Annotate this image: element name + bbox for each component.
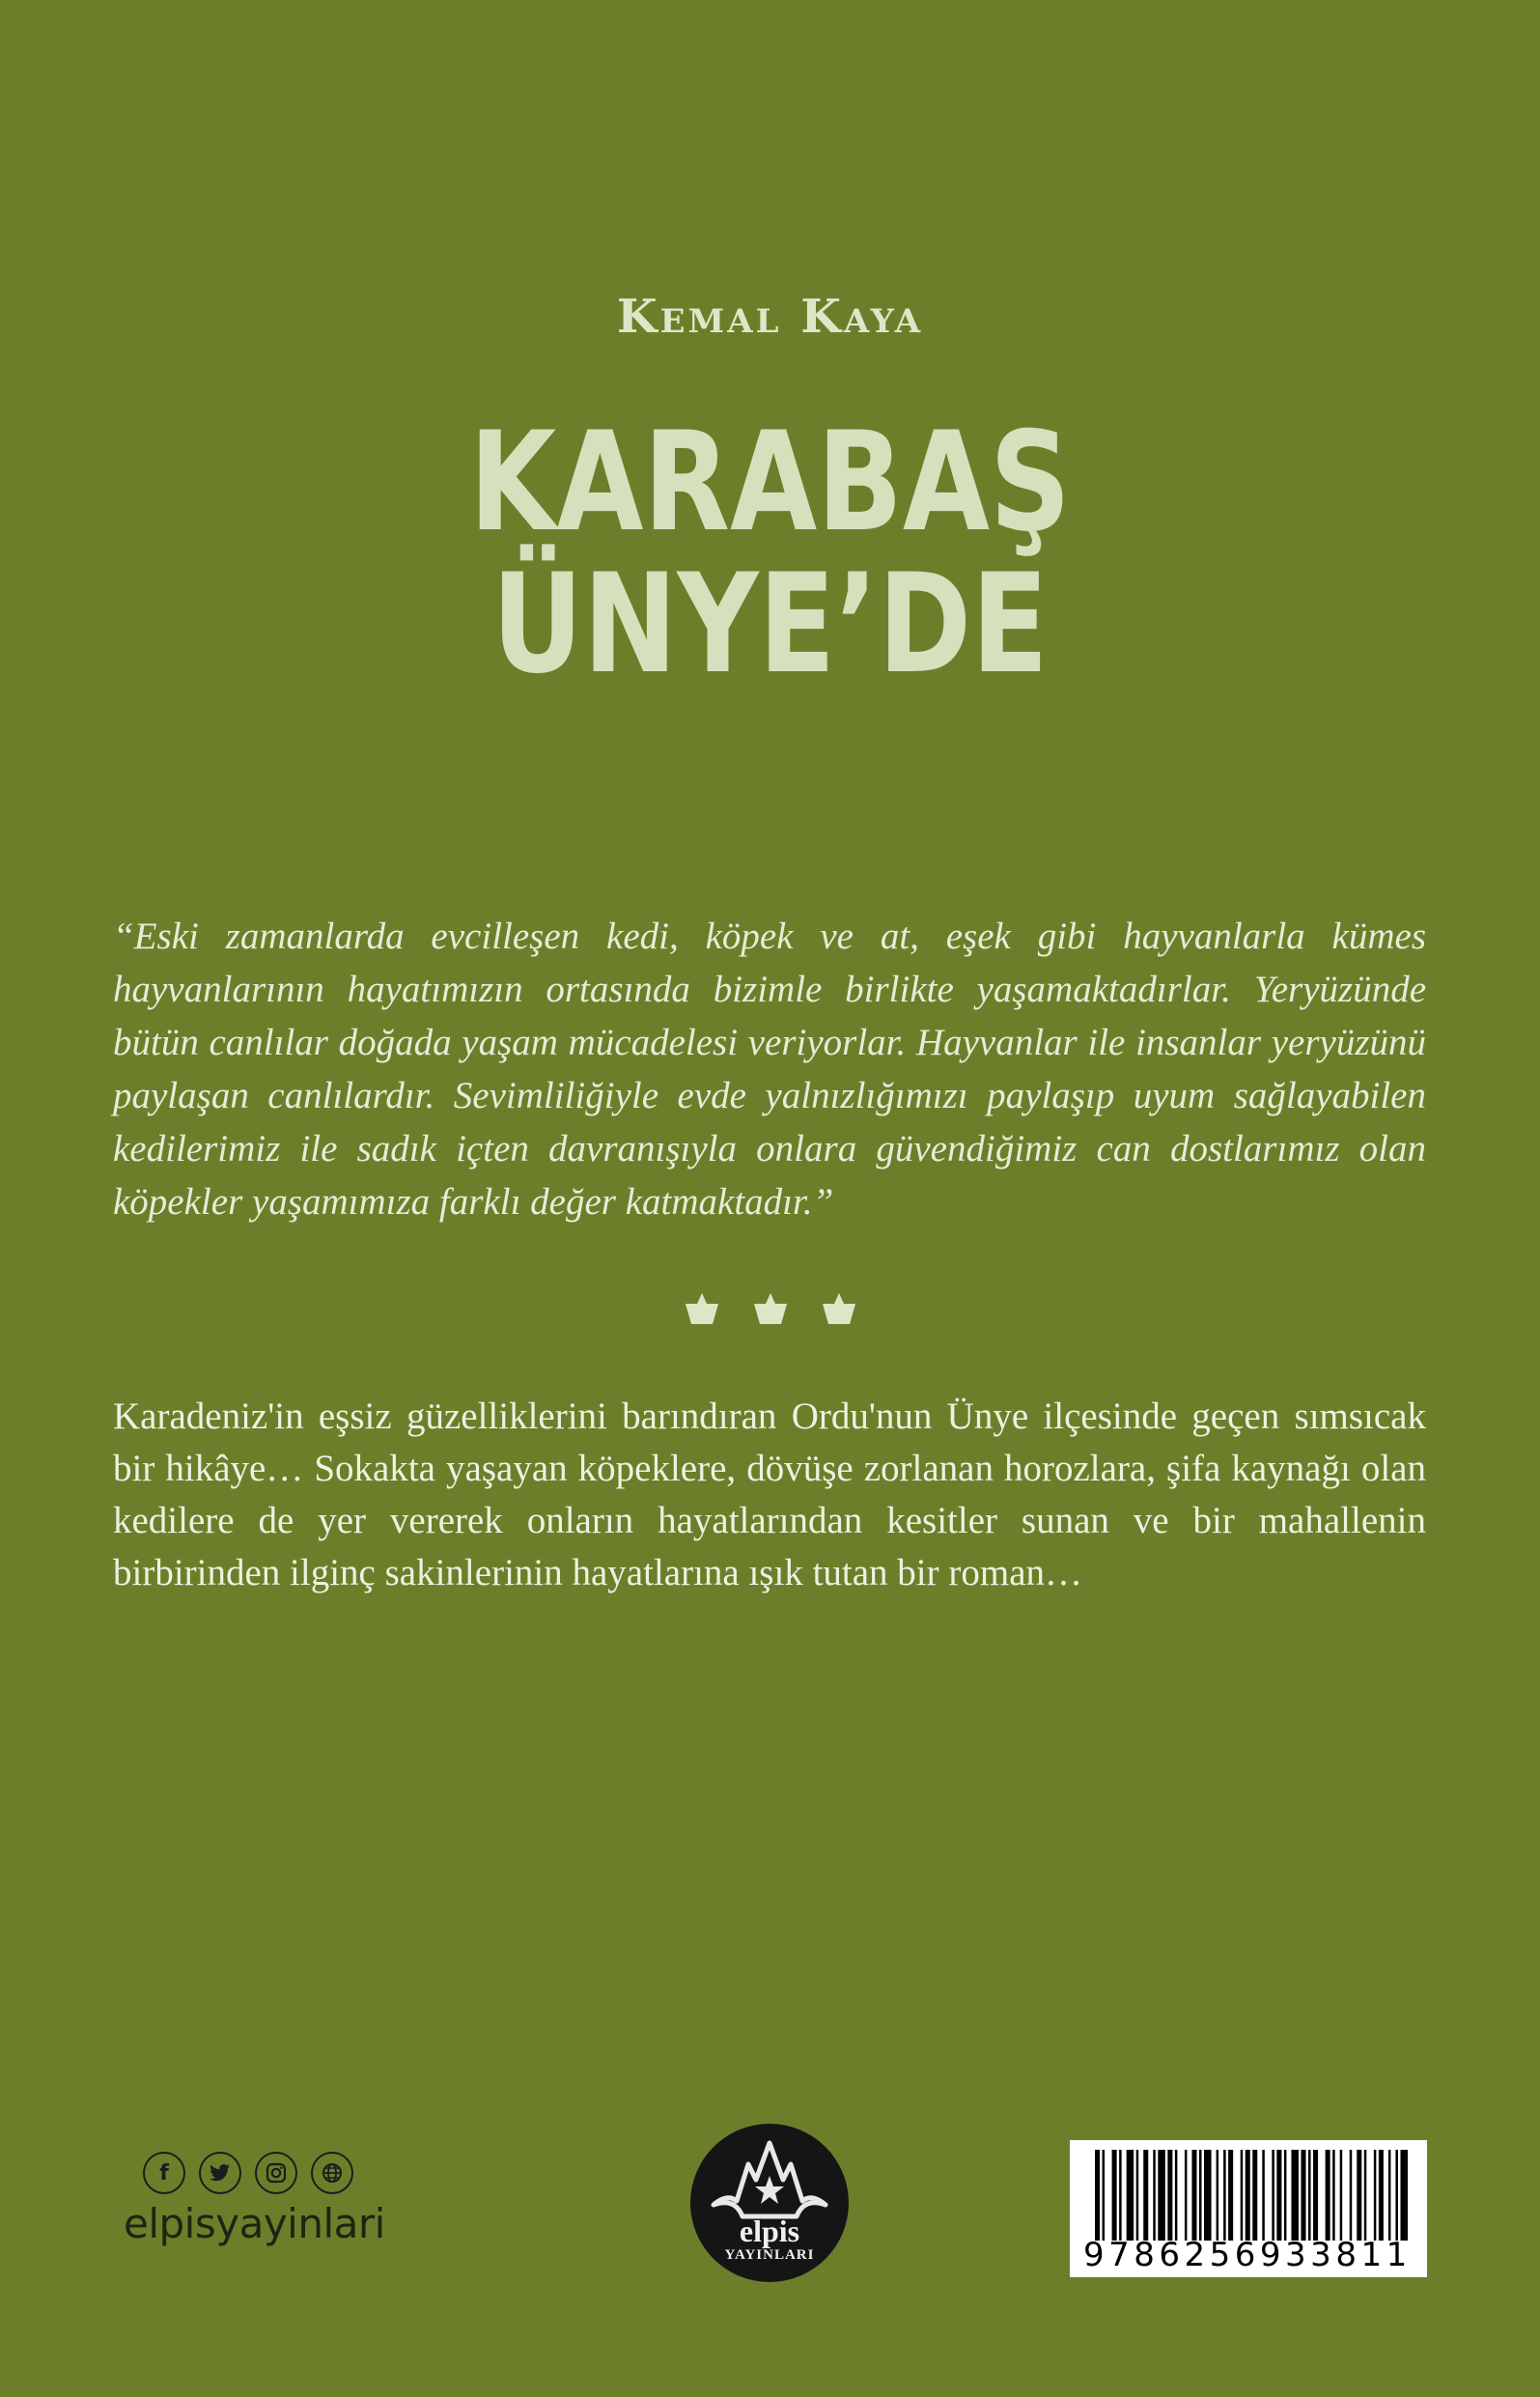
- barcode-bar: [1199, 2150, 1202, 2241]
- star-icon: [822, 1292, 856, 1325]
- barcode-bar: [1127, 2150, 1134, 2241]
- barcode-bar: [1175, 2150, 1178, 2241]
- barcode-bar: [1252, 2150, 1257, 2241]
- quote-paragraph: “Eski zamanlarda evcilleşen kedi, köpek ve at, eşek gibi hayvanlarla kümes hayvanlarının hayatımızın ortasında bizimle birlikte yaşamaktadırlar. Yeryüzünde bütün canlılar doğada yaşam mücadelesi veriyorlar. Hayvanlar ile insanlar yeryüzünü paylaşan canlılardır. Sevimliliğiyle evde yalnızlığımızı paylaşıp uyum sağlayabilen kedilerimiz ile sadık içten davranışıyla onlara güvendiğimiz can dostlarımız olan köpekler yaşamımıza farklı değer katmaktadır.”: [113, 916, 1426, 1223]
- instagram-icon: [255, 2152, 297, 2194]
- barcode-bar: [1095, 2150, 1100, 2241]
- barcode-bar: [1167, 2150, 1172, 2241]
- barcode-bar: [1185, 2150, 1188, 2241]
- barcode-bar: [1326, 2150, 1330, 2241]
- barcode-bar: [1158, 2150, 1165, 2241]
- barcode-bar: [1400, 2150, 1408, 2241]
- barcode-bar: [1272, 2150, 1274, 2241]
- barcode-bar: [1357, 2150, 1361, 2241]
- barcode-bar: [1332, 2150, 1335, 2241]
- barcode-bar: [1191, 2150, 1196, 2241]
- barcode-bar: [1217, 2150, 1219, 2241]
- barcode-bar: [1379, 2150, 1384, 2241]
- barcode-bar: [1284, 2150, 1287, 2241]
- barcode-bar: [1313, 2150, 1318, 2241]
- isbn-barcode: [1070, 2140, 1427, 2277]
- barcode-bar: [1340, 2150, 1343, 2241]
- barcode-bar: [1119, 2150, 1122, 2241]
- twitter-icon: [199, 2152, 241, 2194]
- barcode-bar: [1153, 2150, 1156, 2241]
- barcode-bar: [1388, 2150, 1391, 2241]
- publisher-subtitle: YAYINLARI: [724, 2247, 815, 2263]
- globe-icon: [311, 2152, 353, 2194]
- barcode-bar: [1246, 2150, 1250, 2241]
- barcode-bar: [1350, 2150, 1353, 2241]
- barcode-bar: [1262, 2150, 1265, 2241]
- barcode-bar: [1374, 2150, 1377, 2241]
- publisher-name: elpis: [739, 2214, 800, 2248]
- barcode-bar: [1143, 2150, 1148, 2241]
- social-block: [124, 2152, 394, 2247]
- barcode-bar: [1276, 2150, 1281, 2241]
- publisher-logo: [688, 2122, 851, 2284]
- barcode-bar: [1364, 2150, 1367, 2241]
- barcode-bar: [1291, 2150, 1299, 2241]
- barcode-bar: [1301, 2150, 1305, 2241]
- isbn-number: 9786256933811: [1083, 2236, 1412, 2274]
- star-icon: [685, 1292, 719, 1325]
- book-title-line1: KARABAŞ: [469, 403, 1071, 562]
- social-handle: elpisyayinlari: [124, 2200, 385, 2247]
- barcode-bar: [1136, 2150, 1139, 2241]
- barcode-bar: [1204, 2150, 1212, 2241]
- facebook-icon: f: [143, 2152, 185, 2194]
- barcode-bar: [1241, 2150, 1244, 2241]
- barcode-bar: [1223, 2150, 1226, 2241]
- barcode-bar: [1112, 2150, 1117, 2241]
- barcode-bar: [1395, 2150, 1398, 2241]
- author-name: Kemal Kaya: [616, 290, 924, 344]
- social-icons: [143, 2152, 394, 2194]
- star-icon: [753, 1292, 788, 1325]
- book-description: Karadeniz'in eşsiz güzelliklerini barındıran Ordu'nun Ünye ilçesinde geçen sımsıcak bir hikâye… Sokakta yaşayan köpeklere, dövüşe zorlanan horozlara, şifa kaynağı olan kedilere de yer vererek onların hayatlarından kesitler sunan ve bir mahallenin birbirinden ilginç sakinlerinin hayatlarına ışık tutan bir roman…: [113, 1396, 1426, 1593]
- barcode-bar: [1103, 2150, 1106, 2241]
- barcode-bar: [1308, 2150, 1311, 2241]
- star-divider: [0, 1292, 1540, 1325]
- barcode-bar: [1228, 2150, 1233, 2241]
- book-title-line2: ÜNYE’DE: [491, 545, 1049, 704]
- barcode-bars: [1095, 2150, 1408, 2241]
